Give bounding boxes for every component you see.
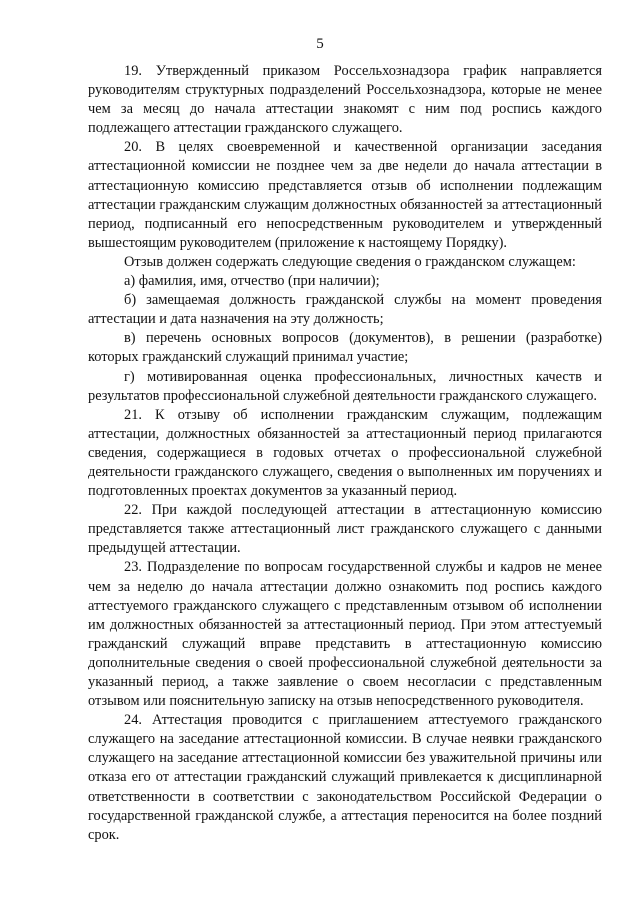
paragraph-22: 22. При каждой последующей аттестации в аттестационную комиссию представляется также аттестационный лист гражданского служащего с данными предыдущей аттестации. [88,502,602,557]
list-item-b: б) замещаемая должность гражданской службы на момент проведения аттестации и дата назначения на эту должность; [88,292,602,328]
paragraph-19: 19. Утвержденный приказом Россельхознадзора график направляется руководителям структурных подразделений Россельхознадзора, которые не менее чем за месяц до начала аттестации знакомят с ним под роспись каждого подлежащего аттестации гражданского служащего. [88,63,602,137]
document-body [88,62,602,845]
page-number: 5 [316,36,324,52]
list-item-g: г) мотивированная оценка профессиональных, личностных качеств и результатов профессиональной служебной деятельности гражданского служащего. [88,368,602,404]
paragraph-review-contents: Отзыв должен содержать следующие сведения о гражданском служащем: [124,253,576,270]
paragraph-24: 24. Аттестация проводится с приглашением аттестуемого гражданского служащего на заседание аттестационной комиссии. В случае неявки гражданского служащего на заседание аттестационной комиссии без уважительной причины или отказа его от аттестации гражданский служащий привлекается к дисциплинарной ответственности в соответствии с законодательством Российской Федерации о государственной гражданской службе, а аттестация переносится на более поздний срок. [88,712,602,843]
list-item-a: а) фамилия, имя, отчество (при наличии); [124,273,380,290]
paragraph-21: 21. К отзыву об исполнении гражданским служащим, подлежащим аттестации, должностных обязанностей за аттестационный период прилагаются сведения, содержащиеся в годовых отчетах о профессиональной служебной деятельности гражданского служащего, сведения о выполненных им поручениях и подготовленных проектах документов за указанный период. [88,406,602,500]
paragraph-20: 20. В целях своевременной и качественной организации заседания аттестационной комиссии не позднее чем за две недели до начала аттестации в аттестационную комиссию представляется отзыв об исполнении подлежащим аттестации гражданским служащим должностных обязанностей за аттестационный период, подписанный его непосредственным руководителем и утвержденный вышестоящим руководителем (приложение к настоящему Порядку). [88,139,602,251]
list-item-v: в) перечень основных вопросов (документов), в решении (разработке) которых гражданский служащий принимал участие; [88,330,602,366]
paragraph-23: 23. Подразделение по вопросам государственной службы и кадров не менее чем за неделю до начала аттестации должно ознакомить под роспись каждого аттестуемого гражданского служащего с представленным отзывом об исполнении им должностных обязанностей за аттестационный период. При этом аттестуемый гражданский служащий вправе представить в аттестационную комиссию дополнительные сведения о своей профессиональной служебной деятельности за указанный период, а также заявление о своем несогласии с представленным отзывом или пояснительную записку на отзыв непосредственного руководителя. [88,559,602,710]
